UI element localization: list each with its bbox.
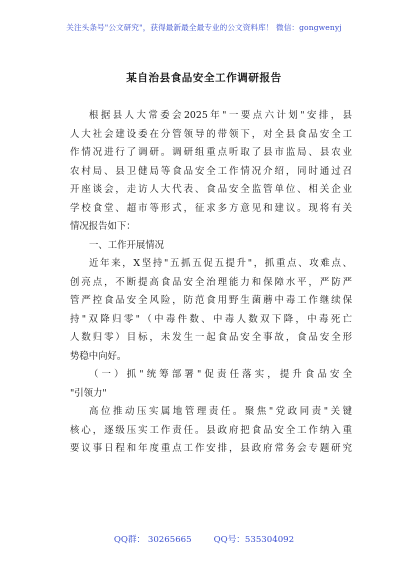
paragraph-line: 势稳中向好。	[70, 350, 127, 362]
paragraph-line: 情况报告如下：	[70, 221, 136, 232]
paragraph-line: 作情况进行了调研。调研组重点听取了县市监局、县农业	[70, 147, 352, 158]
paragraph-line: 农村局、县卫健局等食品安全工作情况介绍，同时通过召	[70, 165, 352, 177]
paragraph-line: 根据县人大常委会2025年"一要点六计划"安排，县	[89, 110, 352, 121]
header-promo-banner: 关注头条号"公文研究"，获得最新最全最专业的公文资料库！ 微信：gongwenyj	[66, 23, 342, 32]
paragraph-line: 核心，逐级压实工作责任。县政府把食品安全工作纳入重	[70, 424, 352, 436]
footer-contact-banner	[0, 533, 408, 545]
paragraph-line: 近年来，X坚持"五抓五促五提升"，抓重点、攻难点、	[89, 258, 352, 269]
subsection-heading: "引领力"	[70, 387, 107, 399]
paragraph-line: 开座谈会，走访人大代表、食品安全监管单位、相关企业	[70, 184, 352, 195]
paragraph-line: 高位推动压实属地管理责任。聚焦"党政同责"关键	[89, 406, 352, 417]
qq-account-number: QQ号：535304092	[213, 535, 295, 545]
subsection-heading: （一）抓"统筹部署"促责任落实，提升食品安全	[89, 369, 352, 380]
document-title: 某自治县食品安全工作调研报告	[126, 72, 282, 84]
paragraph-line: 人数归零）目标，未发生一起食品安全事故，食品安全形	[70, 332, 352, 343]
section-heading: 一、工作开展情况	[89, 239, 165, 251]
paragraph-line: 要议事日程和年度重点工作安排，县政府常务会专题研究	[70, 443, 352, 454]
paragraph-line: 人大社会建设委在分管领导的带领下，对全县食品安全工	[70, 128, 352, 140]
document-body	[70, 107, 352, 459]
qq-group-number: QQ群： 30265665	[113, 535, 192, 545]
paragraph-line: 学校食堂、超市等形式，征求多方意见和建议。现将有关	[70, 202, 352, 214]
paragraph-line: 持"双降归零"（中毒件数、中毒人数双下降，中毒死亡	[70, 313, 352, 325]
paragraph-line: 创亮点，不断提高食品安全治理能力和保障水平，严防严	[70, 276, 352, 288]
paragraph-line: 管严控食品安全风险，防范食用野生菌蘑中毒工作继续保	[70, 295, 352, 306]
